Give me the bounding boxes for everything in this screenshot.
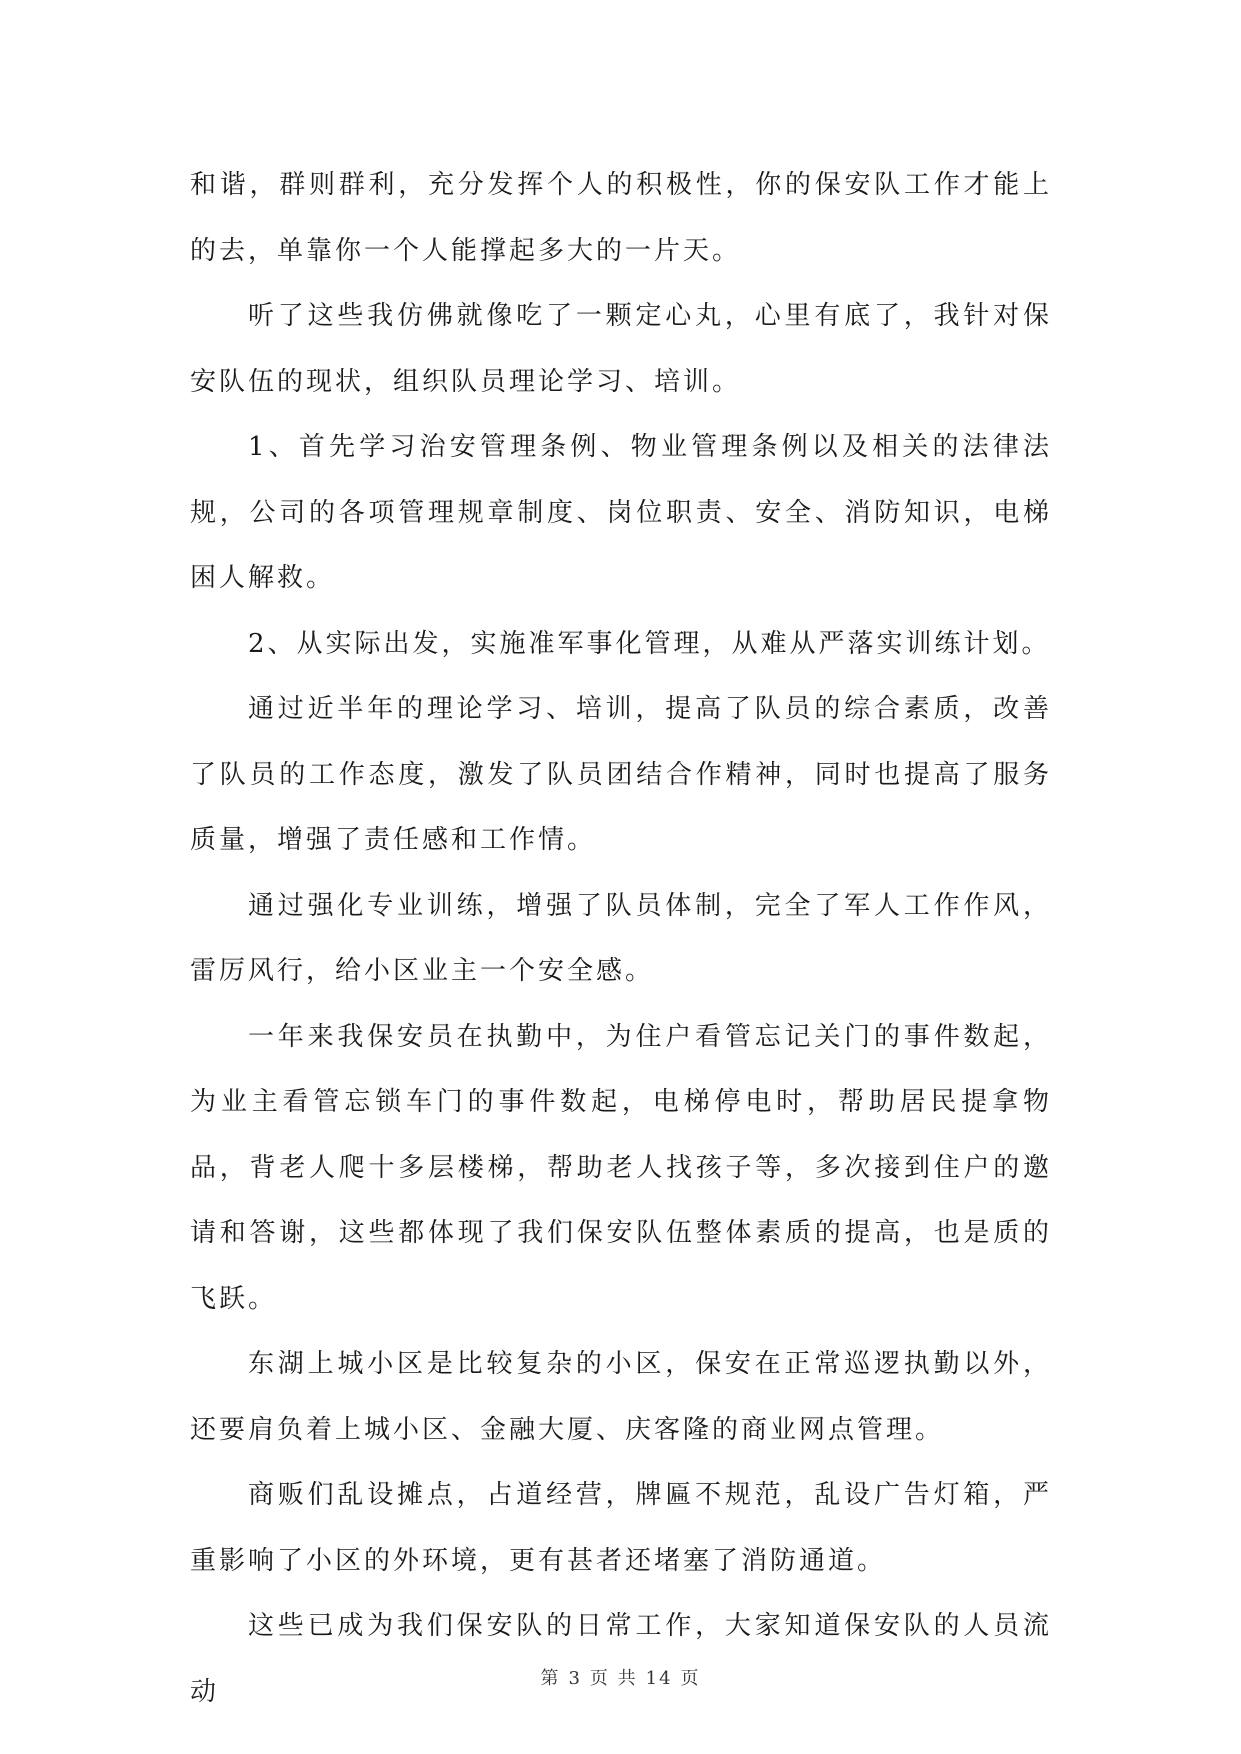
paragraph: 和谐，群则群利，充分发挥个人的积极性，你的保安队工作才能上的去，单靠你一个人能撑起多大的一片天。: [190, 170, 1052, 266]
paragraph: 商贩们乱设摊点，占道经营，牌匾不规范，乱设广告灯箱，严重影响了小区的外环境，更有甚者还堵塞了消防通道。: [190, 1480, 1052, 1576]
paragraph: 1、首先学习治安管理条例、物业管理条例以及相关的法律法规，公司的各项管理规章制度、岗位职责、安全、消防知识，电梯困人解救。: [190, 432, 1052, 593]
page-label-mid: 页 共: [589, 1668, 638, 1689]
page-label-suffix: 页: [680, 1668, 701, 1689]
current-page-number: 3: [568, 1668, 582, 1689]
paragraph: 2、从实际出发，实施准军事化管理，从难从严落实训练计划。: [248, 628, 1051, 659]
total-pages-number: 14: [645, 1668, 673, 1689]
paragraph: 通过强化专业训练，增强了队员体制，完全了军人工作作风，雷厉风行，给小区业主一个安全感。: [190, 890, 1052, 986]
page-footer: [0, 1664, 1241, 1690]
paragraph: 这些已成为我们保安队的日常工作，大家知道保安队的人员流动: [190, 1611, 1052, 1707]
paragraph: 通过近半年的理论学习、培训，提高了队员的综合素质，改善了队员的工作态度，激发了队员团结合作精神，同时也提高了服务质量，增强了责任感和工作情。: [190, 694, 1052, 855]
paragraph: 听了这些我仿佛就像吃了一颗定心丸，心里有底了，我针对保安队伍的现状，组织队员理论学习、培训。: [190, 301, 1052, 397]
paragraph: 一年来我保安员在执勤中，为住户看管忘记关门的事件数起，为业主看管忘锁车门的事件数起，电梯停电时，帮助居民提拿物品，背老人爬十多层楼梯，帮助老人找孩子等，多次接到住户的邀请和答谢，这些都体现了我们保安队伍整体素质的提高，也是质的飞跃。: [190, 1021, 1052, 1314]
page-label-prefix: 第: [540, 1668, 561, 1689]
document-body: [190, 153, 1052, 1725]
paragraph: 东湖上城小区是比较复杂的小区，保安在正常巡逻执勤以外，还要肩负着上城小区、金融大厦、庆客隆的商业网点管理。: [190, 1349, 1052, 1445]
